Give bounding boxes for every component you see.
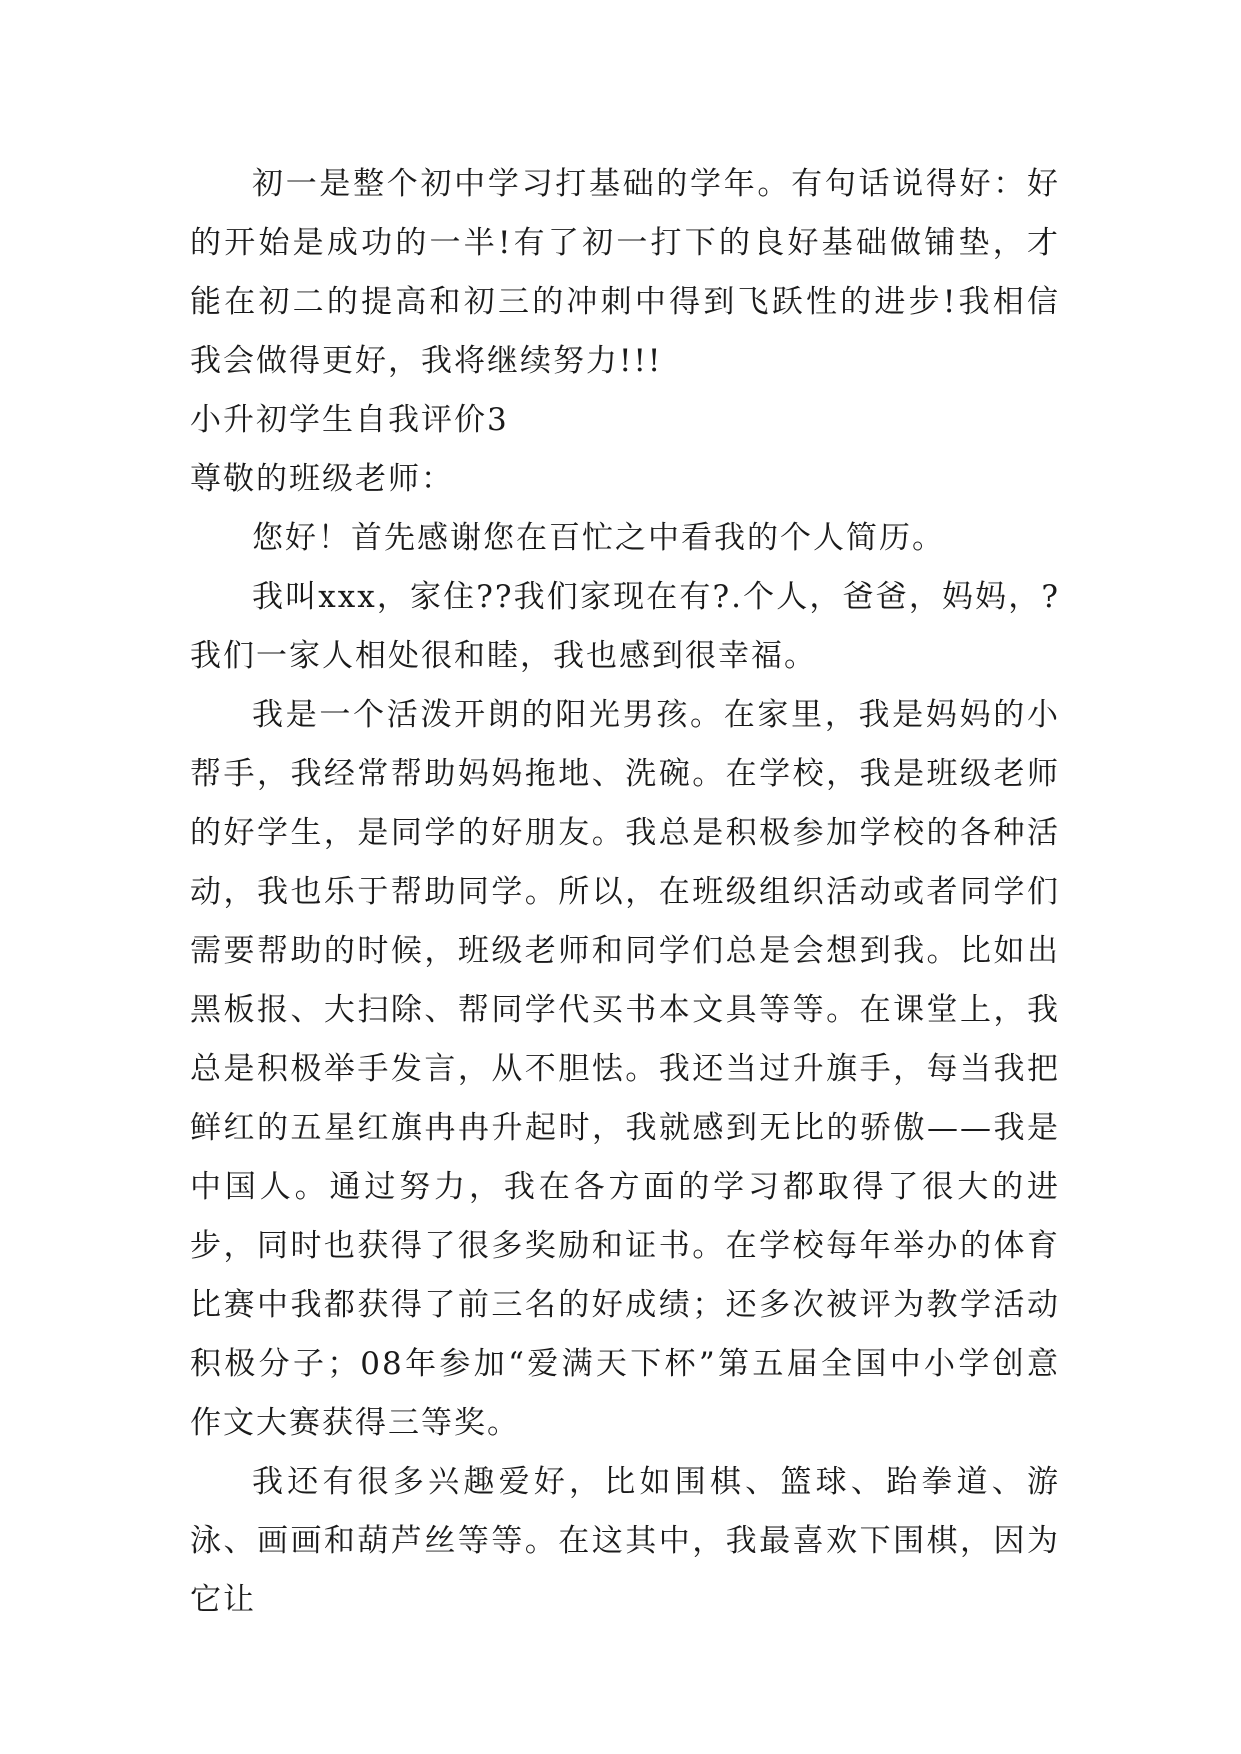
paragraph-intro: 初一是整个初中学习打基础的学年。有句话说得好：好的开始是成功的一半!有了初一打下的良好基础做铺垫，才能在初二的提高和初三的冲刺中得到飞跃性的进步!我相信我会做得更好，我将继续努力!!! <box>190 166 1060 379</box>
salutation: 尊敬的班级老师： <box>190 461 454 497</box>
paragraph-personality: 我是一个活泼开朗的阳光男孩。在家里，我是妈妈的小帮手，我经常帮助妈妈拖地、洗碗。在学校，我是班级老师的好学生，是同学的好朋友。我总是积极参加学校的各种活动，我也乐于帮助同学。所以，在班级组织活动或者同学们需要帮助的时候，班级老师和同学们总是会想到我。比如出黑板报、大扫除、帮同学代买书本文具等等。在课堂上，我总是积极举手发言，从不胆怯。我还当过升旗手，每当我把鲜红的五星红旗冉冉升起时，我就感到无比的骄傲——我是中国人。通过努力，我在各方面的学习都取得了很大的进步，同时也获得了很多奖励和证书。在学校每年举办的体育比赛中我都获得了前三名的好成绩；还多次被评为教学活动积极分子；08年参加“爱满天下杯”第五届全国中小学创意作文大赛获得三等奖。 <box>190 697 1060 1441</box>
paragraph-hobbies: 我还有很多兴趣爱好，比如围棋、篮球、跆拳道、游泳、画画和葫芦丝等等。在这其中，我最喜欢下围棋，因为它让 <box>190 1464 1060 1618</box>
paragraph-greeting: 您好！首先感谢您在百忙之中看我的个人简历。 <box>252 520 945 556</box>
section-heading: 小升初学生自我评价3 <box>190 402 509 438</box>
document-body <box>190 155 1060 1630</box>
paragraph-family: 我叫xxx，家住??我们家现在有?.个人，爸爸，妈妈，?我们一家人相处很和睦，我也感到很幸福。 <box>190 579 1060 674</box>
